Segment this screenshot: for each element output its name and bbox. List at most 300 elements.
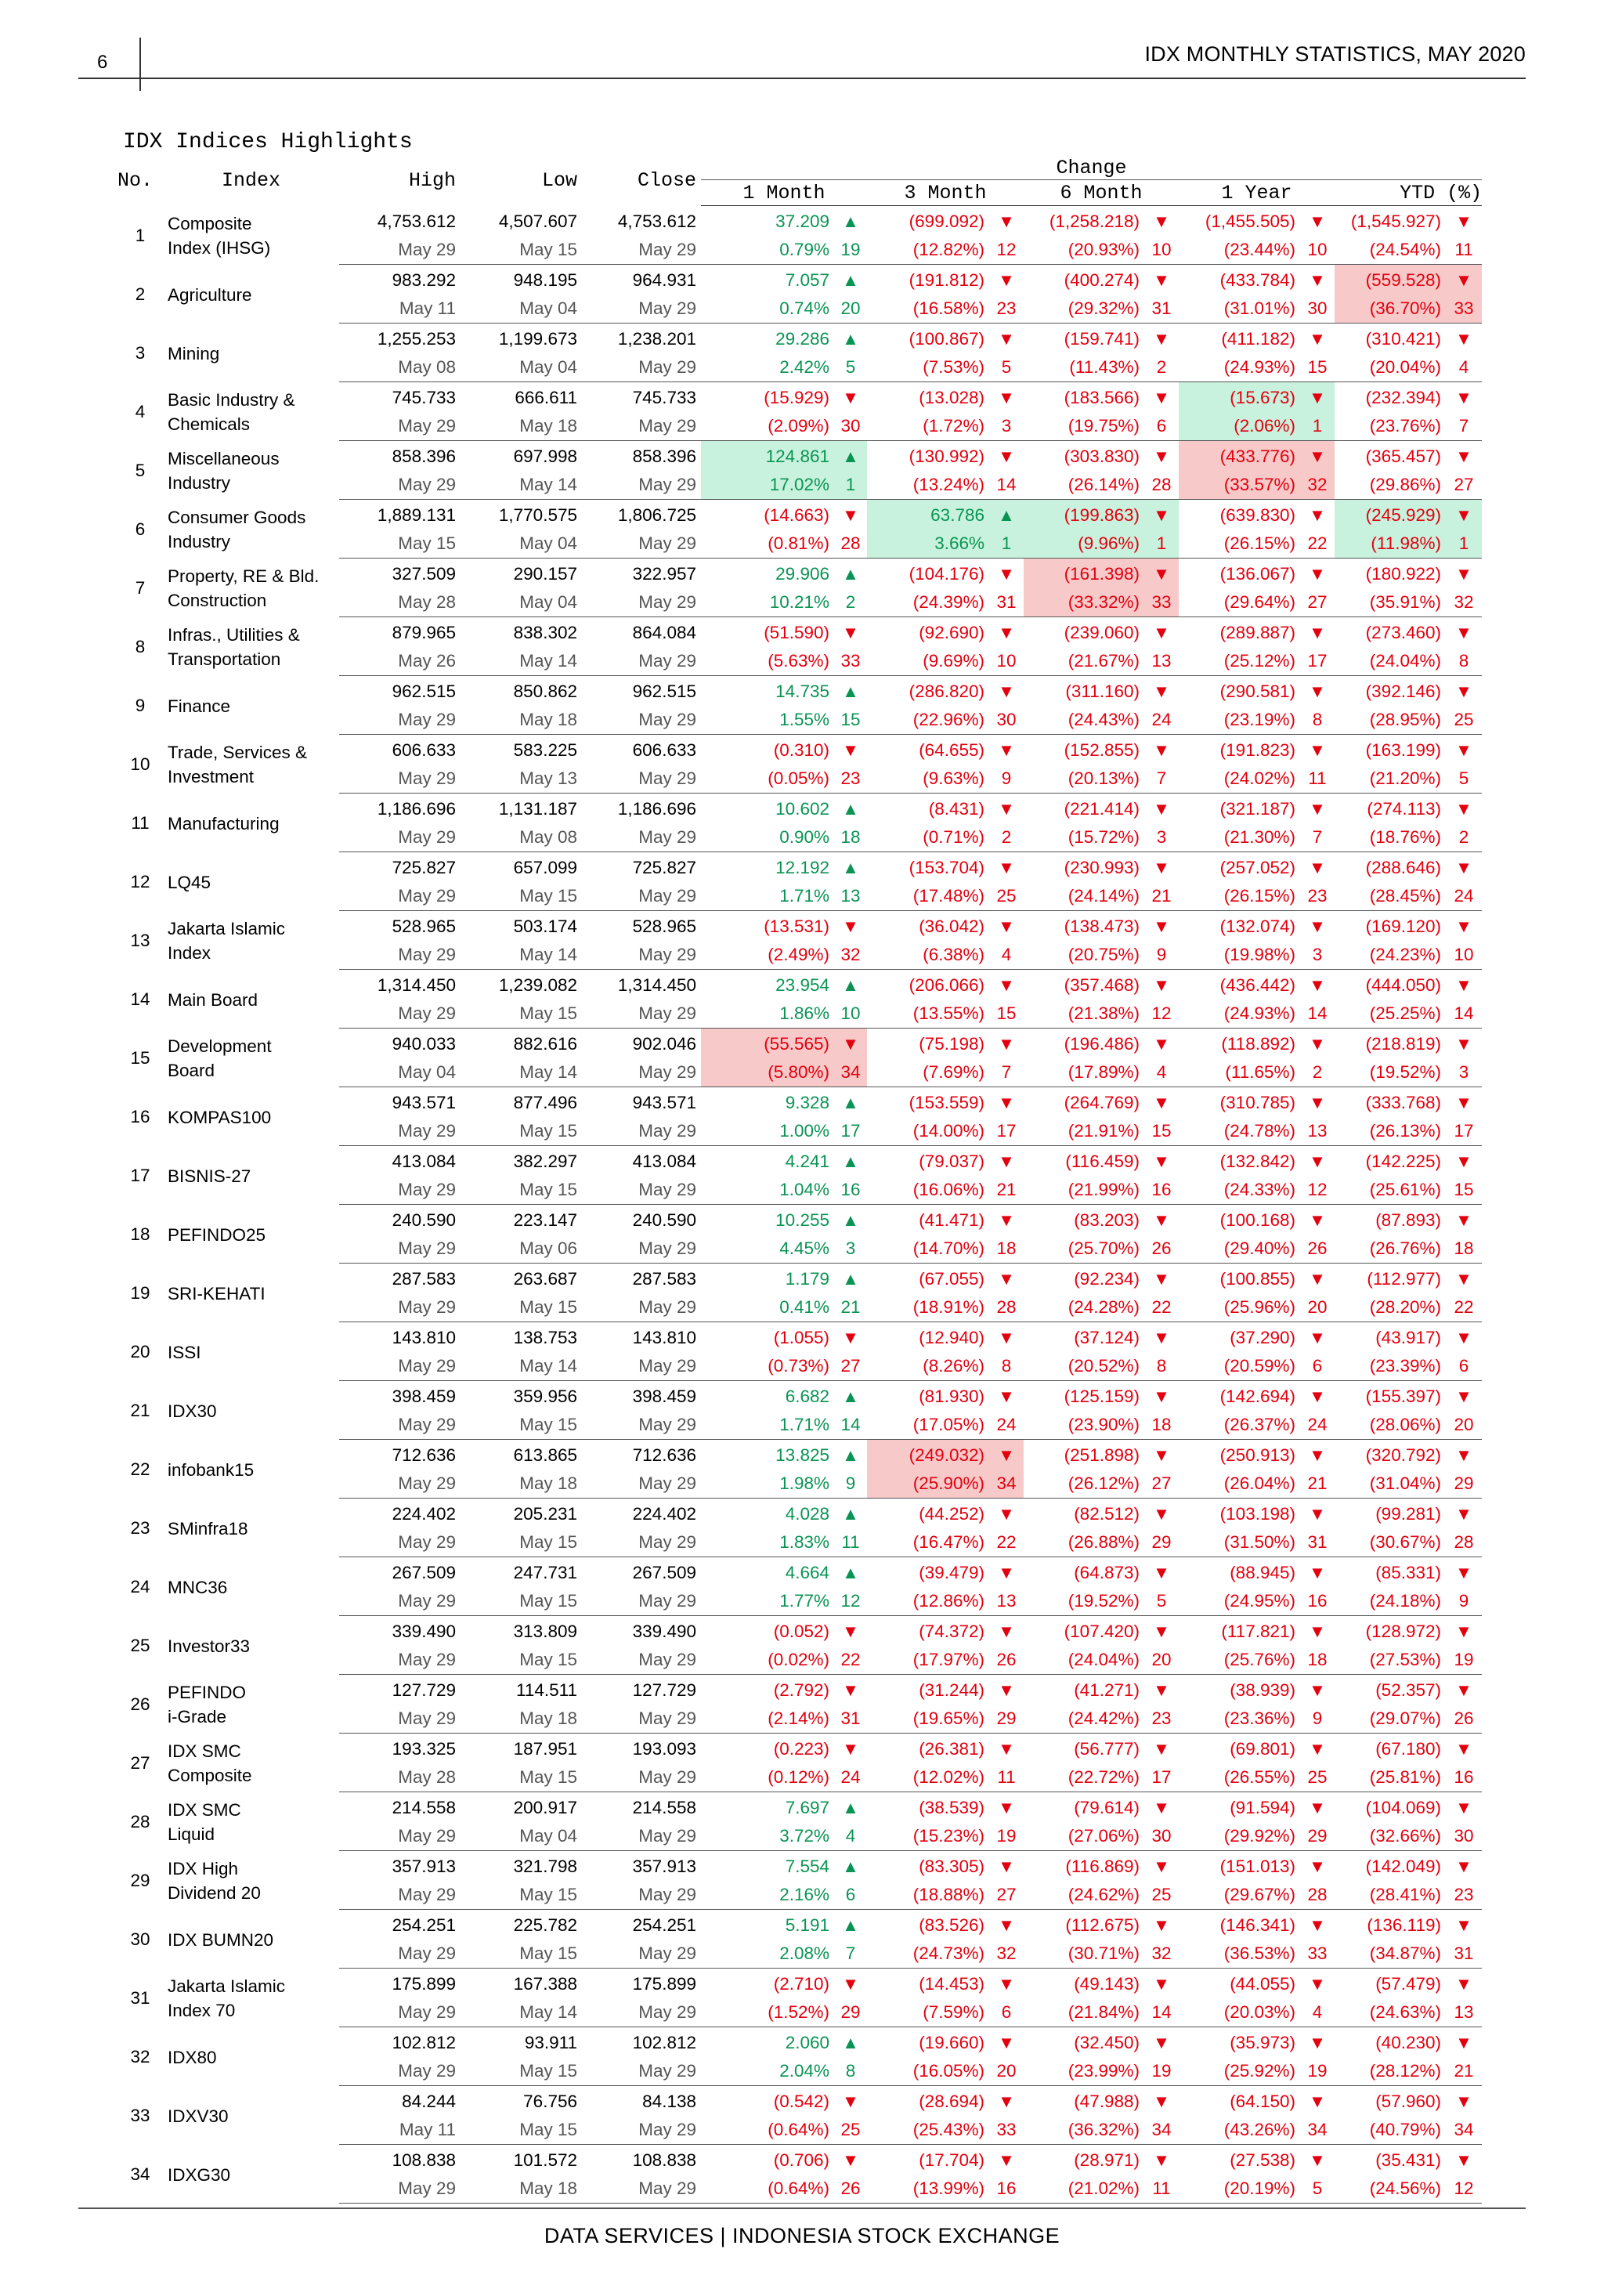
m3-change-pct: (7.53%)	[867, 353, 989, 382]
m6-arrow	[1144, 2027, 1179, 2058]
triangle-down-icon: ▼	[998, 1622, 1015, 1641]
m3-change-pct: (24.73%)	[867, 1940, 989, 1969]
low-value: 76.756	[523, 2092, 577, 2111]
ytd-arrow	[1446, 206, 1482, 237]
m6-arrow	[1144, 441, 1179, 472]
m3-rank: 7	[989, 1058, 1024, 1087]
close-value: 745.733	[632, 388, 696, 407]
close-date: May 29	[582, 353, 701, 382]
y1-rank: 20	[1300, 1293, 1335, 1322]
m3-change-pct: (25.90%)	[867, 1470, 989, 1499]
table-row	[117, 500, 1482, 530]
triangle-down-icon: ▼	[998, 2150, 1015, 2170]
triangle-down-icon: ▼	[842, 1974, 859, 1994]
m1-change-value: (0.542)	[773, 2092, 829, 2111]
ytd-rank: 20	[1446, 1411, 1482, 1440]
triangle-down-icon: ▼	[1153, 564, 1170, 584]
y1-change-value: (38.939)	[1230, 1680, 1295, 1700]
ytd-arrow	[1446, 1851, 1482, 1882]
close-date: May 29	[582, 236, 701, 265]
y1-arrow	[1300, 1734, 1335, 1764]
m3-rank: 10	[989, 647, 1024, 676]
m1-change-pct: (2.09%)	[701, 412, 834, 441]
y1-arrow	[1300, 1087, 1335, 1118]
ytd-change-value: (52.357)	[1375, 1680, 1441, 1700]
m1-change-value: 13.825	[775, 1445, 829, 1465]
m1-change-value: 9.328	[785, 1093, 829, 1112]
y1-arrow	[1300, 1969, 1335, 1999]
y1-change-value: (15.673)	[1179, 382, 1300, 413]
triangle-down-icon: ▼	[998, 1974, 1015, 1994]
close-value: 240.590	[632, 1210, 696, 1230]
low-value: 359.956	[513, 1387, 577, 1406]
m1-arrow	[834, 617, 867, 648]
index-name-line: Board	[168, 1061, 215, 1080]
high-date: May 29	[339, 1528, 461, 1557]
ytd-change-pct: (18.76%)	[1335, 823, 1446, 852]
table-row	[117, 1440, 1482, 1470]
table-row	[117, 1029, 1482, 1059]
triangle-down-icon: ▼	[1309, 1504, 1326, 1524]
triangle-down-icon: ▼	[1455, 447, 1472, 466]
m3-change-pct: (7.59%)	[867, 1998, 989, 2027]
m6-rank: 3	[1144, 823, 1179, 852]
m1-change-pct: 0.90%	[701, 823, 834, 852]
m3-change-pct: (9.63%)	[867, 765, 989, 794]
ytd-change-value: (155.397)	[1365, 1387, 1441, 1406]
m6-rank: 32	[1144, 1940, 1179, 1969]
index-name-line: IDX30	[168, 1401, 217, 1421]
triangle-down-icon: ▼	[1309, 1798, 1326, 1817]
m1-change-pct: (0.02%)	[701, 1646, 834, 1675]
triangle-down-icon: ▼	[998, 1034, 1015, 1054]
high-date: May 29	[339, 471, 461, 500]
ytd-arrow	[1446, 735, 1482, 765]
high-value: 127.729	[392, 1680, 456, 1700]
m1-change-value: (13.531)	[764, 917, 829, 936]
ytd-arrow	[1446, 1499, 1482, 1529]
m1-arrow	[834, 1205, 867, 1235]
m6-arrow	[1144, 1969, 1179, 1999]
y1-arrow	[1300, 1029, 1335, 1059]
close-date: May 29	[582, 1822, 701, 1851]
index-name-line: Consumer Goods	[168, 508, 306, 527]
close-date: May 29	[582, 1058, 701, 1087]
m6-change-pct: (24.04%)	[1024, 1646, 1144, 1675]
triangle-down-icon: ▼	[998, 329, 1015, 349]
m6-change-value: (49.143)	[1074, 1974, 1140, 1994]
index-name-line: IDXV30	[168, 2106, 229, 2126]
close-value: 267.509	[632, 1563, 696, 1582]
ytd-rank: 18	[1446, 1235, 1482, 1264]
low-value: 877.496	[513, 1093, 577, 1112]
row-number: 8	[135, 637, 146, 656]
m6-change-pct: (20.93%)	[1024, 236, 1144, 265]
ytd-change-value: (245.929)	[1335, 500, 1446, 530]
y1-arrow	[1300, 1205, 1335, 1235]
high-value: 398.459	[392, 1387, 456, 1406]
m6-rank: 27	[1144, 1470, 1179, 1499]
index-name-line: Jakarta Islamic	[168, 919, 286, 938]
triangle-down-icon: ▼	[998, 388, 1015, 407]
index-name-line: IDXG30	[168, 2164, 231, 2185]
ytd-rank: 32	[1446, 588, 1482, 617]
y1-rank: 18	[1300, 1646, 1335, 1675]
m3-rank: 11	[989, 1763, 1024, 1792]
m6-change-pct: (24.42%)	[1024, 1705, 1144, 1734]
triangle-down-icon: ▼	[1153, 1563, 1170, 1582]
index-name	[163, 2027, 339, 2086]
triangle-down-icon: ▼	[1455, 1798, 1472, 1817]
triangle-down-icon: ▼	[1455, 1974, 1472, 1994]
index-name-line: Liquid	[168, 1824, 215, 1844]
index-name-line: Jakarta Islamic	[168, 1976, 286, 1996]
m1-arrow	[834, 382, 867, 413]
y1-rank: 21	[1300, 1470, 1335, 1499]
m6-change-value: (112.675)	[1065, 1915, 1140, 1935]
index-name-line: Composite	[168, 214, 252, 233]
y1-change-pct: (29.92%)	[1179, 1822, 1300, 1851]
m6-change-pct: (23.99%)	[1024, 2057, 1144, 2086]
table-row	[117, 794, 1482, 824]
triangle-up-icon: ▲	[842, 975, 859, 995]
triangle-down-icon: ▼	[1309, 975, 1326, 995]
y1-arrow	[1300, 1264, 1335, 1294]
triangle-down-icon: ▼	[1309, 740, 1326, 760]
m6-arrow	[1144, 1557, 1179, 1588]
triangle-down-icon: ▼	[1153, 799, 1170, 819]
m1-arrow	[834, 1264, 867, 1294]
low-date: May 08	[461, 823, 582, 852]
high-date: May 29	[339, 412, 461, 441]
row-number: 25	[130, 1636, 150, 1655]
m1-rank: 18	[834, 823, 867, 852]
m1-rank: 1	[834, 471, 867, 500]
y1-rank: 14	[1300, 1000, 1335, 1029]
triangle-down-icon: ▼	[1309, 1269, 1326, 1289]
triangle-down-icon: ▼	[1153, 1269, 1170, 1289]
m6-rank: 15	[1144, 1117, 1179, 1146]
low-value: 263.687	[513, 1269, 577, 1289]
m6-change-pct: (20.75%)	[1024, 941, 1144, 970]
m6-rank: 7	[1144, 765, 1179, 794]
ytd-change-pct: (28.45%)	[1335, 882, 1446, 911]
m6-change-value: (161.398)	[1024, 559, 1144, 589]
m1-rank: 32	[834, 941, 867, 970]
y1-rank: 33	[1300, 1940, 1335, 1969]
close-value: 528.965	[632, 917, 696, 936]
row-number: 6	[135, 519, 146, 539]
close-value: 108.838	[632, 2150, 696, 2170]
m3-change-pct: (13.99%)	[867, 2175, 989, 2204]
y1-arrow	[1300, 676, 1335, 707]
ytd-rank: 5	[1446, 765, 1482, 794]
col-close: Close	[637, 169, 696, 193]
table-row	[117, 1499, 1482, 1529]
index-name	[163, 1029, 339, 1087]
ytd-arrow	[1446, 676, 1482, 707]
low-value: 313.809	[513, 1622, 577, 1641]
m3-change-pct: (22.96%)	[867, 706, 989, 735]
m1-change-value: 1.179	[785, 1269, 829, 1289]
m6-rank: 19	[1144, 2057, 1179, 2086]
high-value: 528.965	[392, 917, 456, 936]
y1-arrow	[1300, 970, 1335, 1000]
ytd-arrow	[1446, 1734, 1482, 1764]
m1-change-pct: (0.64%)	[701, 2116, 834, 2145]
high-date: May 29	[339, 1587, 461, 1616]
close-value: 4,753.612	[617, 211, 696, 231]
low-value: 657.099	[513, 858, 577, 877]
table-row	[117, 1322, 1482, 1353]
m1-change-value: 23.954	[775, 975, 829, 995]
triangle-down-icon: ▼	[998, 447, 1015, 466]
y1-change-pct: (26.15%)	[1179, 530, 1300, 559]
ytd-rank: 26	[1446, 1705, 1482, 1734]
high-date: May 29	[339, 1117, 461, 1146]
ytd-change-pct: (26.76%)	[1335, 1235, 1446, 1264]
close-value: 1,238.201	[617, 329, 696, 349]
close-value: 1,186.696	[617, 799, 696, 819]
low-date: May 15	[461, 1117, 582, 1146]
y1-change-pct: (26.04%)	[1179, 1470, 1300, 1499]
ytd-rank: 33	[1446, 295, 1482, 324]
low-value: 666.611	[515, 388, 577, 407]
close-date: May 29	[582, 823, 701, 852]
m3-rank: 6	[989, 1998, 1024, 2027]
ytd-change-value: (43.917)	[1375, 1328, 1441, 1347]
close-date: May 29	[582, 1881, 701, 1910]
ytd-change-pct: (28.41%)	[1335, 1881, 1446, 1910]
ytd-change-pct: (19.52%)	[1335, 1058, 1446, 1087]
triangle-down-icon: ▼	[1455, 1857, 1472, 1876]
high-value: 108.838	[392, 2150, 456, 2170]
m6-rank: 21	[1144, 882, 1179, 911]
triangle-down-icon: ▼	[998, 1093, 1015, 1112]
indices-table	[117, 156, 1482, 2204]
triangle-down-icon: ▼	[1455, 329, 1472, 349]
y1-change-value: (64.150)	[1230, 2092, 1295, 2111]
ytd-change-value: (57.960)	[1375, 2092, 1441, 2111]
m3-change-value: (75.198)	[919, 1034, 984, 1054]
y1-rank: 2	[1300, 1058, 1335, 1087]
m1-rank: 15	[834, 706, 867, 735]
ytd-arrow	[1446, 1029, 1482, 1059]
row-number: 21	[130, 1401, 150, 1420]
triangle-down-icon: ▼	[1153, 1387, 1170, 1406]
m6-change-pct: (24.62%)	[1024, 1881, 1144, 1910]
high-date: May 28	[339, 588, 461, 617]
y1-arrow	[1300, 1675, 1335, 1705]
high-date: May 29	[339, 882, 461, 911]
triangle-down-icon: ▼	[1309, 1387, 1326, 1406]
m1-arrow	[834, 911, 867, 942]
m6-change-pct: (21.99%)	[1024, 1176, 1144, 1205]
m3-arrow	[989, 735, 1024, 765]
m3-change-value: (14.453)	[919, 1974, 984, 1994]
m1-change-value: 6.682	[785, 1387, 829, 1406]
high-date: May 29	[339, 1998, 461, 2027]
ytd-rank: 25	[1446, 706, 1482, 735]
y1-rank: 34	[1300, 2116, 1335, 2145]
ytd-change-value: (365.457)	[1365, 447, 1441, 466]
m6-change-value: (196.486)	[1064, 1034, 1140, 1054]
ytd-change-pct: (24.23%)	[1335, 941, 1446, 970]
m6-arrow	[1144, 206, 1179, 237]
index-name	[163, 911, 339, 970]
m3-rank: 13	[989, 1587, 1024, 1616]
m1-rank: 11	[834, 1528, 867, 1557]
y1-rank: 3	[1300, 941, 1335, 970]
ytd-arrow	[1446, 441, 1482, 472]
m6-change-pct: (26.88%)	[1024, 1528, 1144, 1557]
m3-change-pct: (6.38%)	[867, 941, 989, 970]
triangle-down-icon: ▼	[998, 1328, 1015, 1347]
low-date: May 15	[461, 1940, 582, 1969]
close-date: May 29	[582, 412, 701, 441]
m6-arrow	[1144, 1851, 1179, 1882]
m6-change-value: (64.873)	[1074, 1563, 1140, 1582]
y1-change-value: (132.074)	[1219, 917, 1295, 936]
m3-rank: 27	[989, 1881, 1024, 1910]
triangle-down-icon: ▼	[1309, 1034, 1326, 1054]
y1-arrow	[1300, 617, 1335, 648]
index-name	[163, 676, 339, 735]
m1-arrow	[834, 794, 867, 824]
m3-change-pct: (9.69%)	[867, 647, 989, 676]
low-value: 247.731	[513, 1563, 577, 1582]
ytd-change-pct: (23.39%)	[1335, 1352, 1446, 1381]
m1-change-pct: 2.42%	[701, 353, 834, 382]
m1-rank: 6	[834, 1881, 867, 1910]
table-row	[117, 852, 1482, 883]
m1-rank: 2	[834, 588, 867, 617]
ytd-change-pct: (24.54%)	[1335, 236, 1446, 265]
triangle-down-icon: ▼	[1455, 1739, 1472, 1759]
m3-change-value: (83.305)	[919, 1857, 984, 1876]
low-value: 583.225	[513, 740, 577, 760]
row-number: 19	[130, 1283, 150, 1303]
low-value: 225.782	[513, 1915, 577, 1935]
m3-change-value: (83.526)	[919, 1915, 984, 1935]
m3-arrow	[989, 970, 1024, 1000]
high-date: May 29	[339, 1293, 461, 1322]
triangle-up-icon: ▲	[842, 1152, 859, 1171]
triangle-down-icon: ▼	[1455, 740, 1472, 760]
m6-arrow	[1144, 1616, 1179, 1647]
table-row	[117, 1792, 1482, 1823]
table-row	[117, 382, 1482, 413]
y1-change-pct: (19.98%)	[1179, 941, 1300, 970]
y1-change-value: (91.594)	[1230, 1798, 1295, 1817]
ytd-arrow	[1446, 1910, 1482, 1940]
ytd-rank: 31	[1446, 1940, 1482, 1969]
triangle-up-icon: ▲	[842, 564, 859, 584]
index-name-line: Industry	[168, 532, 231, 551]
triangle-down-icon: ▼	[998, 1269, 1015, 1289]
triangle-up-icon: ▲	[842, 799, 859, 819]
table-row	[117, 1969, 1482, 1999]
ytd-rank: 4	[1446, 353, 1482, 382]
m6-change-pct: (24.43%)	[1024, 706, 1144, 735]
triangle-down-icon: ▼	[1309, 623, 1326, 642]
m1-arrow	[834, 1322, 867, 1353]
m3-arrow	[989, 1087, 1024, 1118]
m6-rank: 20	[1144, 1646, 1179, 1675]
ytd-change-value: (320.792)	[1365, 1445, 1441, 1465]
high-date: May 29	[339, 1411, 461, 1440]
ytd-change-pct: (28.12%)	[1335, 2057, 1446, 2086]
m6-change-value: (239.060)	[1064, 623, 1140, 642]
index-name-line: LQ45	[168, 872, 211, 892]
m1-rank: 7	[834, 1940, 867, 1969]
low-date: May 18	[461, 1470, 582, 1499]
ytd-change-pct: (11.98%)	[1335, 530, 1446, 559]
m6-change-pct: (24.14%)	[1024, 882, 1144, 911]
row-number: 23	[130, 1518, 150, 1538]
y1-rank: 8	[1300, 706, 1335, 735]
m1-change-pct: 1.86%	[701, 1000, 834, 1029]
y1-change-pct: (29.67%)	[1179, 1881, 1300, 1910]
high-value: 962.515	[392, 682, 456, 701]
high-value: 725.827	[392, 858, 456, 877]
index-name-line: IDX SMC	[168, 1741, 241, 1761]
y1-change-pct: (24.93%)	[1179, 353, 1300, 382]
high-date: May 29	[339, 2175, 461, 2204]
ytd-change-pct: (29.86%)	[1335, 471, 1446, 500]
m1-change-pct: 2.04%	[701, 2057, 834, 2086]
m6-change-value: (152.855)	[1064, 740, 1140, 760]
high-value: 940.033	[392, 1034, 456, 1054]
m1-arrow	[834, 1969, 867, 1999]
ytd-arrow	[1446, 794, 1482, 824]
close-value: 102.812	[632, 2033, 696, 2052]
m3-rank: 2	[989, 823, 1024, 852]
ytd-rank: 19	[1446, 1646, 1482, 1675]
index-name	[163, 441, 339, 500]
m3-rank: 34	[989, 1470, 1024, 1499]
ytd-change-pct: (27.53%)	[1335, 1646, 1446, 1675]
y1-change-pct: (21.30%)	[1179, 823, 1300, 852]
triangle-down-icon: ▼	[1153, 1093, 1170, 1112]
m1-change-value: 4.241	[785, 1152, 829, 1171]
close-date: May 29	[582, 765, 701, 794]
index-name-line: Development	[168, 1036, 272, 1056]
m3-change-value: (699.092)	[909, 212, 984, 231]
triangle-down-icon: ▼	[1309, 1445, 1326, 1465]
triangle-down-icon: ▼	[1455, 682, 1472, 701]
ytd-change-pct: (40.79%)	[1335, 2116, 1446, 2145]
m6-arrow	[1144, 2086, 1179, 2117]
m3-arrow	[989, 1851, 1024, 1882]
m3-change-pct: (1.72%)	[867, 412, 989, 441]
m6-rank: 18	[1144, 1411, 1179, 1440]
m6-change-pct: (21.38%)	[1024, 1000, 1144, 1029]
high-date: May 29	[339, 1646, 461, 1675]
m6-change-value: (82.512)	[1074, 1504, 1140, 1524]
close-date: May 29	[582, 1998, 701, 2027]
y1-change-value: (310.785)	[1219, 1093, 1295, 1112]
m1-arrow	[834, 1499, 867, 1529]
m3-change-value: (44.252)	[919, 1504, 984, 1524]
close-value: 398.459	[632, 1387, 696, 1406]
m1-change-pct: 1.71%	[701, 1411, 834, 1440]
m3-arrow	[989, 1322, 1024, 1353]
triangle-down-icon: ▼	[1455, 1445, 1472, 1465]
m6-rank: 33	[1144, 588, 1179, 617]
ytd-arrow	[1446, 852, 1482, 883]
triangle-down-icon: ▼	[842, 388, 859, 407]
